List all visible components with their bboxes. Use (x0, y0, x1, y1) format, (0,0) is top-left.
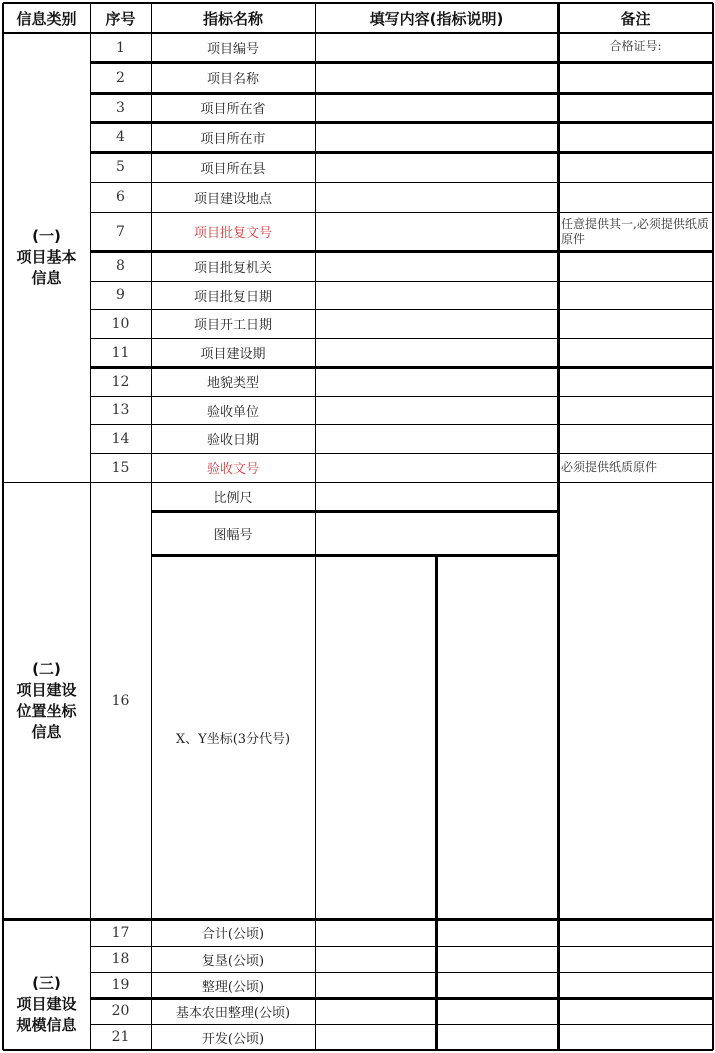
header-category: 信息类别 (16, 9, 77, 28)
row-seq: 1 (116, 39, 125, 56)
scale-row-seq: 18 (111, 951, 130, 967)
grid-line-h (3, 918, 713, 921)
row-16-y-input[interactable] (436, 555, 558, 919)
grid-line-h (151, 510, 558, 513)
row-content-input[interactable] (315, 122, 558, 152)
grid-line-h (3, 32, 713, 34)
scale-row-remark[interactable] (558, 1024, 713, 1050)
row-remark[interactable] (558, 152, 713, 182)
row-content-input[interactable] (315, 338, 558, 367)
scale-row-seq: 20 (111, 1003, 130, 1019)
grid-line-h (90, 972, 713, 973)
grid-line-h (3, 482, 713, 483)
row-remark[interactable] (558, 251, 713, 281)
row-16-scale-label: 比例尺 (213, 491, 253, 506)
grid-line-v (2, 3, 4, 1050)
scale-row-input-b[interactable] (436, 946, 558, 972)
scale-row-seq: 17 (111, 924, 130, 941)
scale-row-remark[interactable] (558, 972, 713, 998)
row-seq: 15 (111, 459, 130, 476)
row-content-input[interactable] (315, 251, 558, 281)
header-seq: 序号 (105, 9, 136, 28)
grid-line-h (90, 946, 713, 947)
row-content-input[interactable] (315, 33, 558, 62)
grid-line-h (90, 424, 713, 425)
section-basic-info: (一) 项目基本 信息 (16, 227, 77, 287)
grid-line-h (90, 182, 713, 183)
section-location-coords: (二) 项目建设 位置坐标 信息 (16, 659, 77, 741)
row-remark[interactable] (558, 309, 713, 338)
grid-line-h (90, 250, 713, 253)
row-seq: 8 (116, 258, 125, 274)
header-content: 填写内容(指标说明) (369, 9, 504, 28)
row-content-input[interactable] (315, 396, 558, 424)
grid-line-h (90, 121, 713, 124)
scale-row-name: 整理(公顷) (201, 979, 265, 995)
grid-line-v (712, 3, 714, 1050)
row-indicator-name: 项目所在省 (200, 102, 266, 117)
grid-line-h (90, 61, 713, 64)
row-seq: 7 (116, 223, 125, 240)
row-seq: 2 (116, 69, 125, 86)
row-indicator-name: 验收单位 (206, 404, 259, 420)
row-16-sheet-input[interactable] (315, 511, 558, 555)
grid-line-h (3, 1049, 713, 1051)
row-content-input[interactable] (315, 182, 558, 212)
grid-line-h (90, 338, 713, 339)
grid-line-h (90, 151, 713, 154)
row-remark[interactable] (558, 62, 713, 93)
row-seq: 3 (116, 99, 125, 116)
row-16-coords-label: X、Y坐标(3分代号) (175, 731, 291, 747)
row-indicator-name: 项目建设地点 (193, 191, 272, 207)
scale-row-input-b[interactable] (436, 998, 558, 1024)
scale-row-name: 开发(公顷) (201, 1031, 265, 1047)
grid-line-h (90, 281, 713, 282)
grid-line-h (90, 396, 713, 397)
scale-row-seq: 21 (111, 1029, 130, 1045)
row-indicator-name: 项目所在县 (200, 161, 266, 177)
row-content-input[interactable] (315, 212, 558, 251)
row-16-sheet-label: 图幅号 (213, 527, 253, 543)
header-indicator: 指标名称 (202, 9, 263, 28)
scale-row-input-a[interactable] (315, 998, 436, 1024)
row-indicator-name: 项目名称 (206, 72, 259, 87)
scale-row-input-a[interactable] (315, 972, 436, 998)
row-content-input[interactable] (315, 152, 558, 182)
section-scale-info: (三) 项目建设 规模信息 (16, 974, 77, 1034)
row-content-input[interactable] (315, 93, 558, 122)
row-remark[interactable] (558, 367, 713, 396)
row-content-input[interactable] (315, 367, 558, 396)
scale-row-remark[interactable] (558, 946, 713, 972)
row-seq: 13 (111, 402, 130, 418)
grid-line-h (90, 92, 713, 95)
scale-row-input-a[interactable] (315, 1024, 436, 1050)
row-remark[interactable]: 必须提供纸质原件 (561, 460, 658, 474)
row-remark[interactable]: 合格证号: (609, 39, 662, 53)
row-indicator-name: 项目批复机关 (193, 260, 272, 276)
grid-line-h (90, 309, 713, 310)
row-16-scale-input[interactable] (315, 482, 558, 511)
grid-line-h (151, 554, 558, 557)
row-indicator-name: 验收日期 (206, 433, 259, 448)
row-content-input[interactable] (315, 62, 558, 93)
row-remark[interactable] (558, 281, 713, 309)
scale-row-seq: 19 (111, 977, 130, 993)
grid-line-h (90, 1024, 713, 1025)
grid-line-h (90, 997, 713, 1000)
scale-row-input-a[interactable] (315, 919, 436, 946)
row-content-input[interactable] (315, 453, 558, 482)
row-seq: 6 (116, 189, 125, 205)
row-remark[interactable] (558, 424, 713, 453)
row-indicator-name: 地貌类型 (206, 376, 259, 391)
row-seq: 14 (111, 430, 130, 447)
row-16-seq: 16 (111, 692, 130, 709)
row-seq: 5 (116, 159, 125, 175)
scale-row-name: 复垦(公顷) (201, 953, 265, 969)
row-remark[interactable] (558, 396, 713, 424)
row-indicator-name: 项目编号 (206, 42, 259, 57)
grid-line-v (315, 3, 316, 1050)
row-remark[interactable] (558, 338, 713, 367)
row-seq: 11 (111, 344, 130, 361)
row-content-input[interactable] (315, 424, 558, 453)
row-remark[interactable] (558, 93, 713, 122)
row-content-input[interactable] (315, 281, 558, 309)
row-seq: 10 (111, 315, 130, 332)
row-indicator-name: 项目开工日期 (193, 318, 272, 333)
row-indicator-name: 项目所在市 (200, 131, 266, 147)
row-remark[interactable] (558, 122, 713, 152)
grid-line-h (3, 2, 713, 4)
grid-line-h (90, 453, 713, 454)
scale-row-name: 基本农田整理(公顷) (175, 1005, 291, 1021)
grid-line-v (151, 3, 152, 1050)
grid-line-h (90, 366, 713, 369)
row-remark[interactable]: 任意提供其一,必须提供纸质原件 (561, 216, 709, 246)
row-indicator-name: 项目批复文号 (193, 226, 272, 241)
row-seq: 4 (116, 129, 125, 145)
scale-row-name: 合计(公顷) (201, 927, 265, 942)
row-indicator-name: 验收文号 (206, 462, 259, 477)
row-indicator-name: 项目建设期 (200, 347, 266, 362)
row-indicator-name: 项目批复日期 (193, 289, 272, 305)
grid-line-h (90, 212, 713, 213)
row-content-input[interactable] (315, 309, 558, 338)
grid-line-v (435, 555, 438, 1050)
scale-row-input-a[interactable] (315, 946, 436, 972)
scale-row-remark[interactable] (558, 919, 713, 946)
scale-row-input-b[interactable] (436, 972, 558, 998)
scale-row-input-b[interactable] (436, 919, 558, 946)
row-seq: 9 (116, 287, 125, 303)
row-remark[interactable] (558, 182, 713, 212)
row-seq: 12 (111, 373, 130, 390)
grid-line-v (557, 3, 560, 1050)
row-16-x-input[interactable] (315, 555, 436, 919)
scale-row-remark[interactable] (558, 998, 713, 1024)
header-remarks: 备注 (620, 9, 651, 28)
row-16-remark[interactable] (558, 482, 713, 919)
grid-line-v (90, 3, 91, 1050)
scale-row-input-b[interactable] (436, 1024, 558, 1050)
